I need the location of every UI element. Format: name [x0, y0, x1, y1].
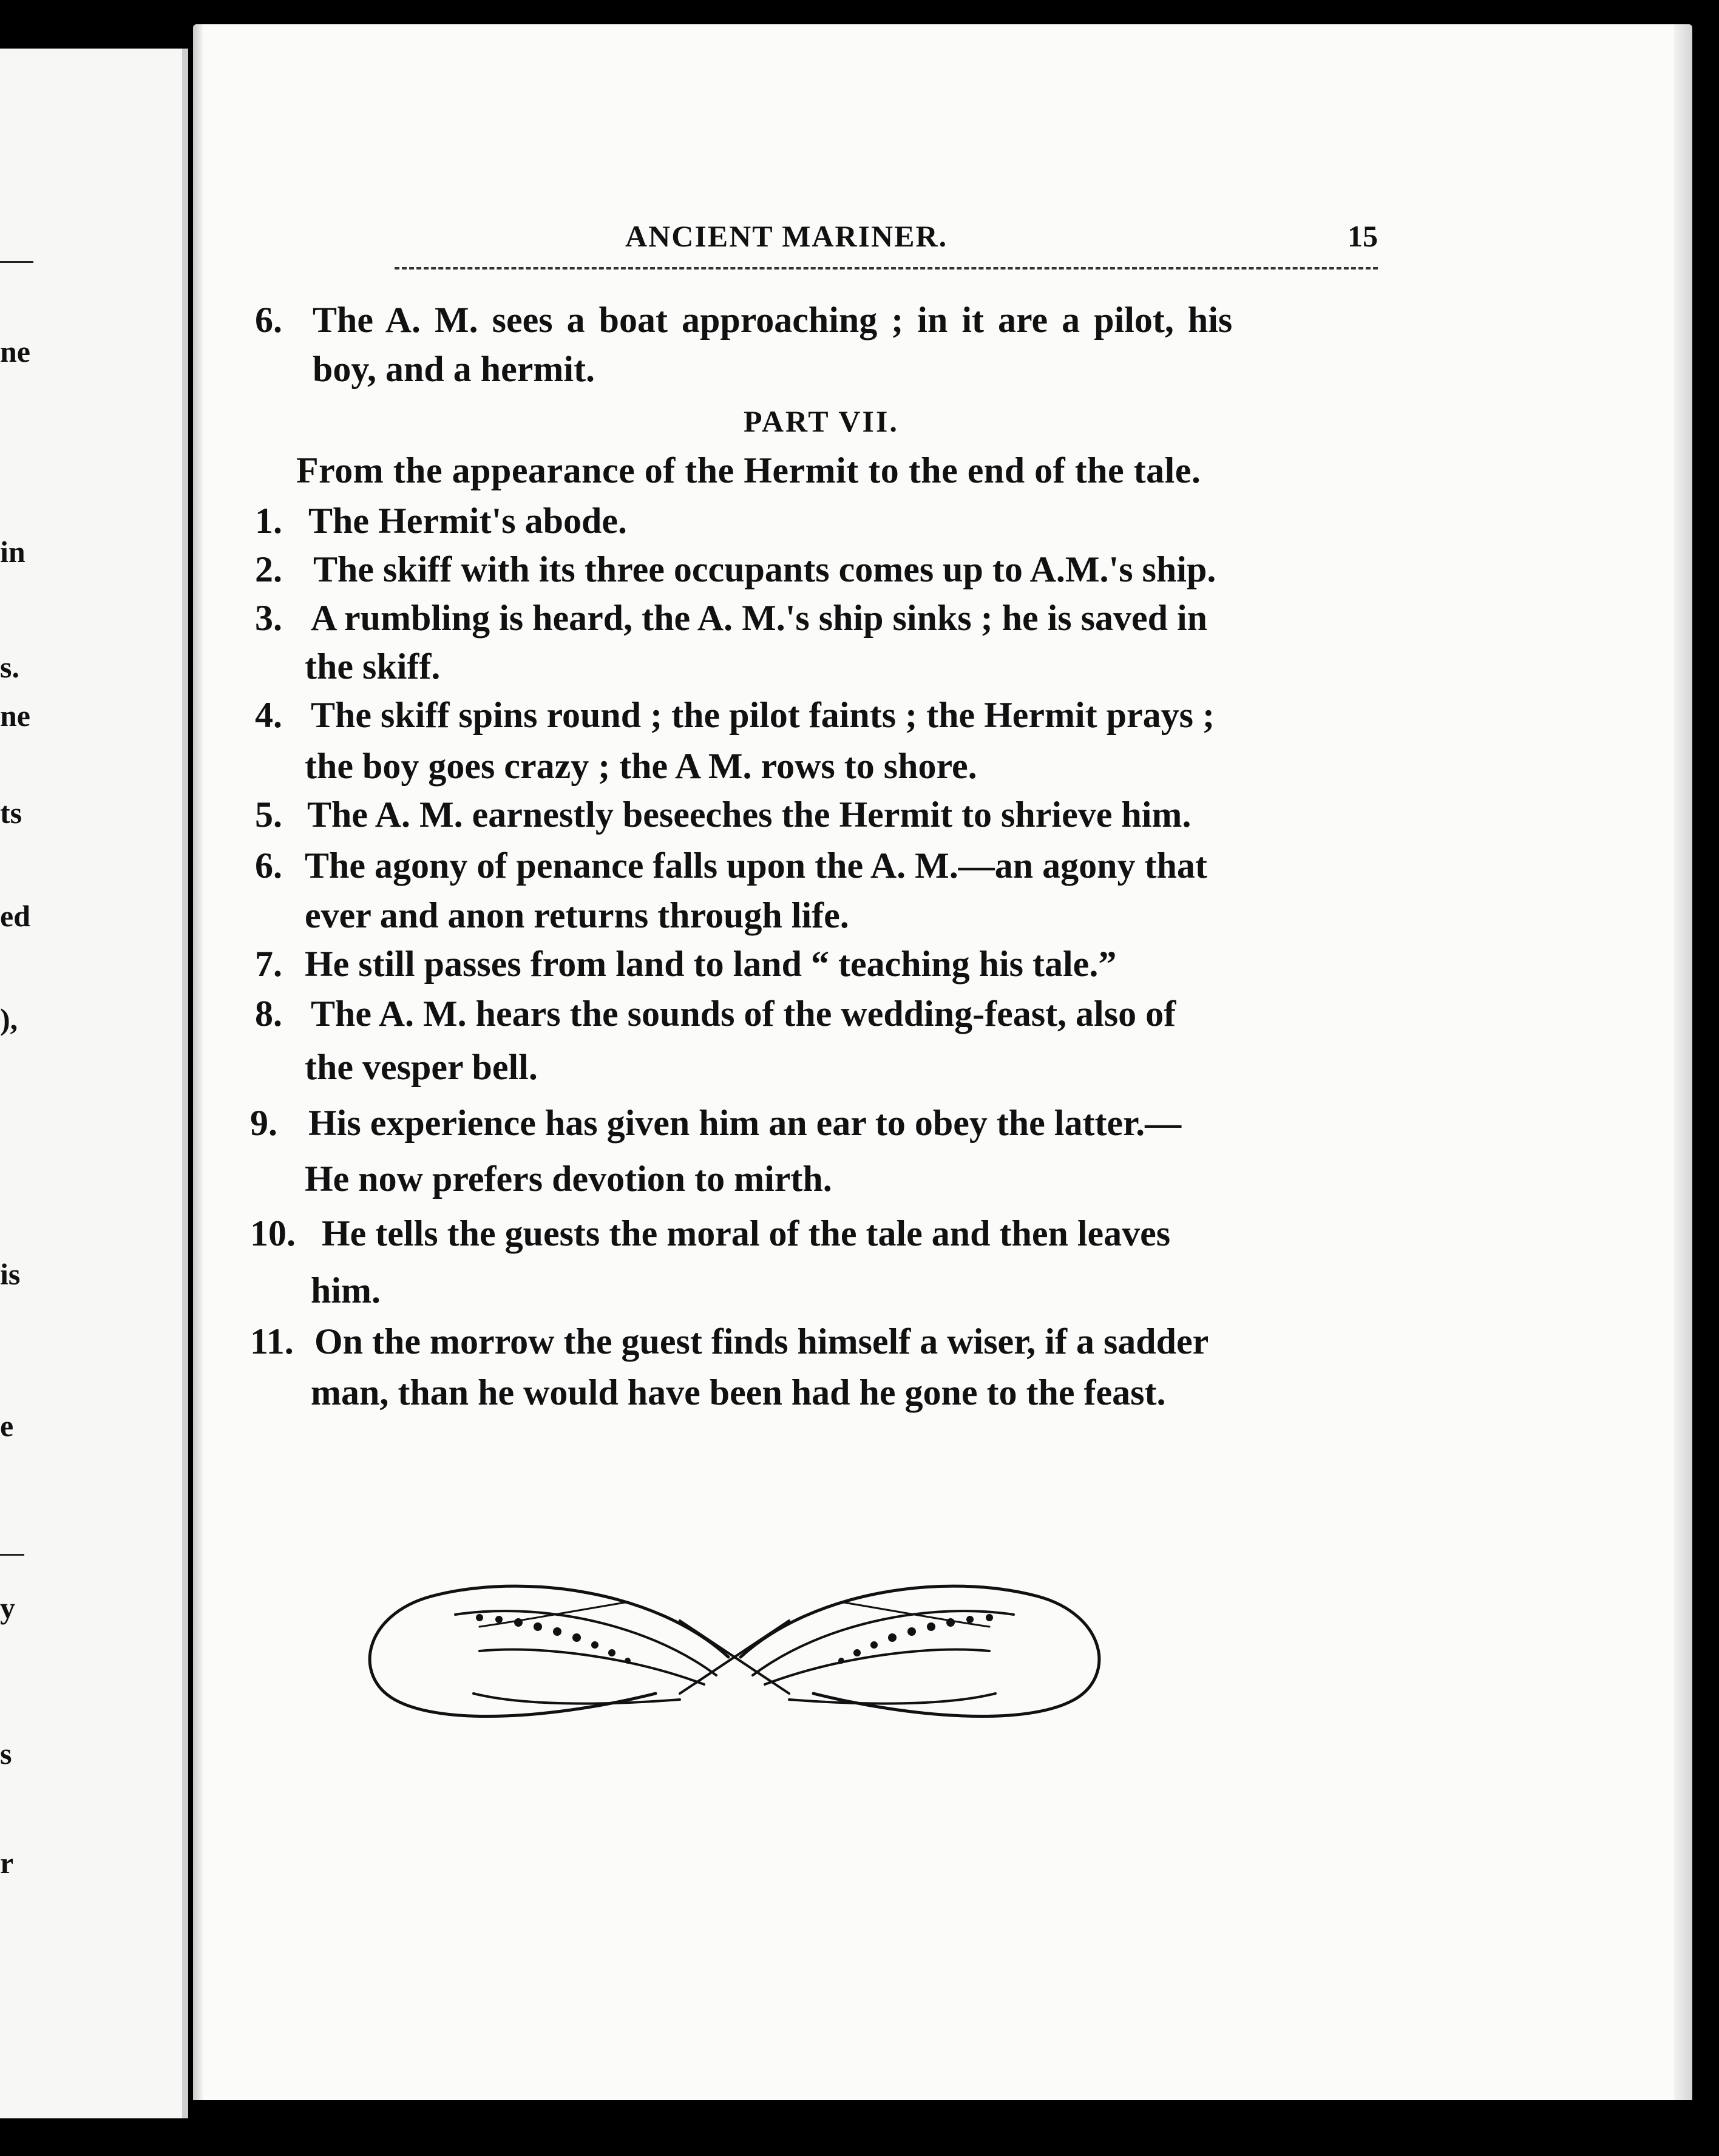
left-facing-page — [0, 49, 188, 2118]
item-line: the skiff. — [305, 646, 441, 686]
item-line: The A. M. hears the sounds of the wedding-feast, also of — [311, 994, 1176, 1034]
left-page-fragment: in — [0, 535, 25, 569]
header-rule — [395, 267, 1378, 270]
item-line: ever and anon returns through life. — [305, 895, 849, 935]
left-page-fragment: ed — [0, 899, 30, 933]
left-page-fragment: ), — [0, 1002, 18, 1036]
item-number: 2. — [255, 549, 282, 589]
part-title: PART VII. — [744, 404, 899, 438]
left-page-fragment: ne — [0, 699, 30, 733]
page-gutter — [193, 24, 203, 2100]
running-head-title: ANCIENT MARINER. — [625, 219, 948, 253]
item-line: A rumbling is heard, the A. M.'s ship sinks ; he is saved in — [311, 598, 1208, 638]
item-number: 1. — [255, 501, 282, 541]
left-page-fragment: s. — [0, 650, 19, 684]
item-number: 6. — [255, 300, 282, 340]
item-line: The A. M. earnestly beseeches the Hermit to shrieve him. — [307, 795, 1192, 835]
item-line: He still passes from land to land “ teaching his tale.” — [305, 944, 1117, 984]
left-page-fragment: e — [0, 1409, 14, 1443]
part-summary: From the appearance of the Hermit to the end of the tale. — [296, 450, 1201, 490]
item-number: 5. — [255, 795, 282, 835]
item-line: He tells the guests the moral of the tale and then leaves — [322, 1213, 1171, 1253]
item-line: him. — [311, 1270, 381, 1310]
item-number: 11. — [250, 1321, 294, 1361]
left-page-rule — [0, 261, 33, 263]
item-line: He now prefers devotion to mirth. — [305, 1159, 832, 1199]
item-number: 7. — [255, 944, 282, 984]
item-number: 3. — [255, 598, 282, 638]
item-number: 4. — [255, 695, 282, 735]
left-page-rule — [0, 1554, 24, 1556]
item-line: On the morrow the guest finds himself a wiser, if a sadder — [314, 1321, 1209, 1361]
left-page-fragment: y — [0, 1591, 15, 1625]
page-number: 15 — [1348, 219, 1378, 253]
item-number: 10. — [250, 1213, 296, 1253]
item-number: 8. — [255, 994, 282, 1034]
left-page-fragment: is — [0, 1257, 21, 1291]
left-page-fragment: ne — [0, 334, 30, 368]
left-page-fragment: r — [0, 1846, 14, 1880]
item-number: 9. — [250, 1103, 277, 1143]
item-line: His experience has given him an ear to obey the latter.— — [308, 1103, 1182, 1143]
left-page-fragment: s — [0, 1737, 12, 1771]
flourish-ornament-icon — [340, 1554, 1129, 1760]
page-edge — [1674, 24, 1692, 2100]
item-line: the boy goes crazy ; the A M. rows to shore. — [305, 746, 977, 786]
left-page-fragment: ts — [0, 796, 22, 830]
item-line: the vesper bell. — [305, 1047, 538, 1087]
running-head — [395, 219, 1378, 267]
item-line: boy, and a hermit. — [313, 349, 595, 389]
item-number: 6. — [255, 846, 282, 886]
item-line: The agony of penance falls upon the A. M.—an agony that — [305, 846, 1207, 886]
item-line: The A. M. sees a boat approaching ; in it are a pilot, his — [313, 300, 1233, 340]
item-line: The Hermit's abode. — [308, 501, 627, 541]
item-line: The skiff with its three occupants comes up to A.M.'s ship. — [313, 549, 1216, 589]
item-line: The skiff spins round ; the pilot faints ; the Hermit prays ; — [311, 695, 1215, 735]
item-line: man, than he would have been had he gone to the feast. — [311, 1372, 1166, 1412]
